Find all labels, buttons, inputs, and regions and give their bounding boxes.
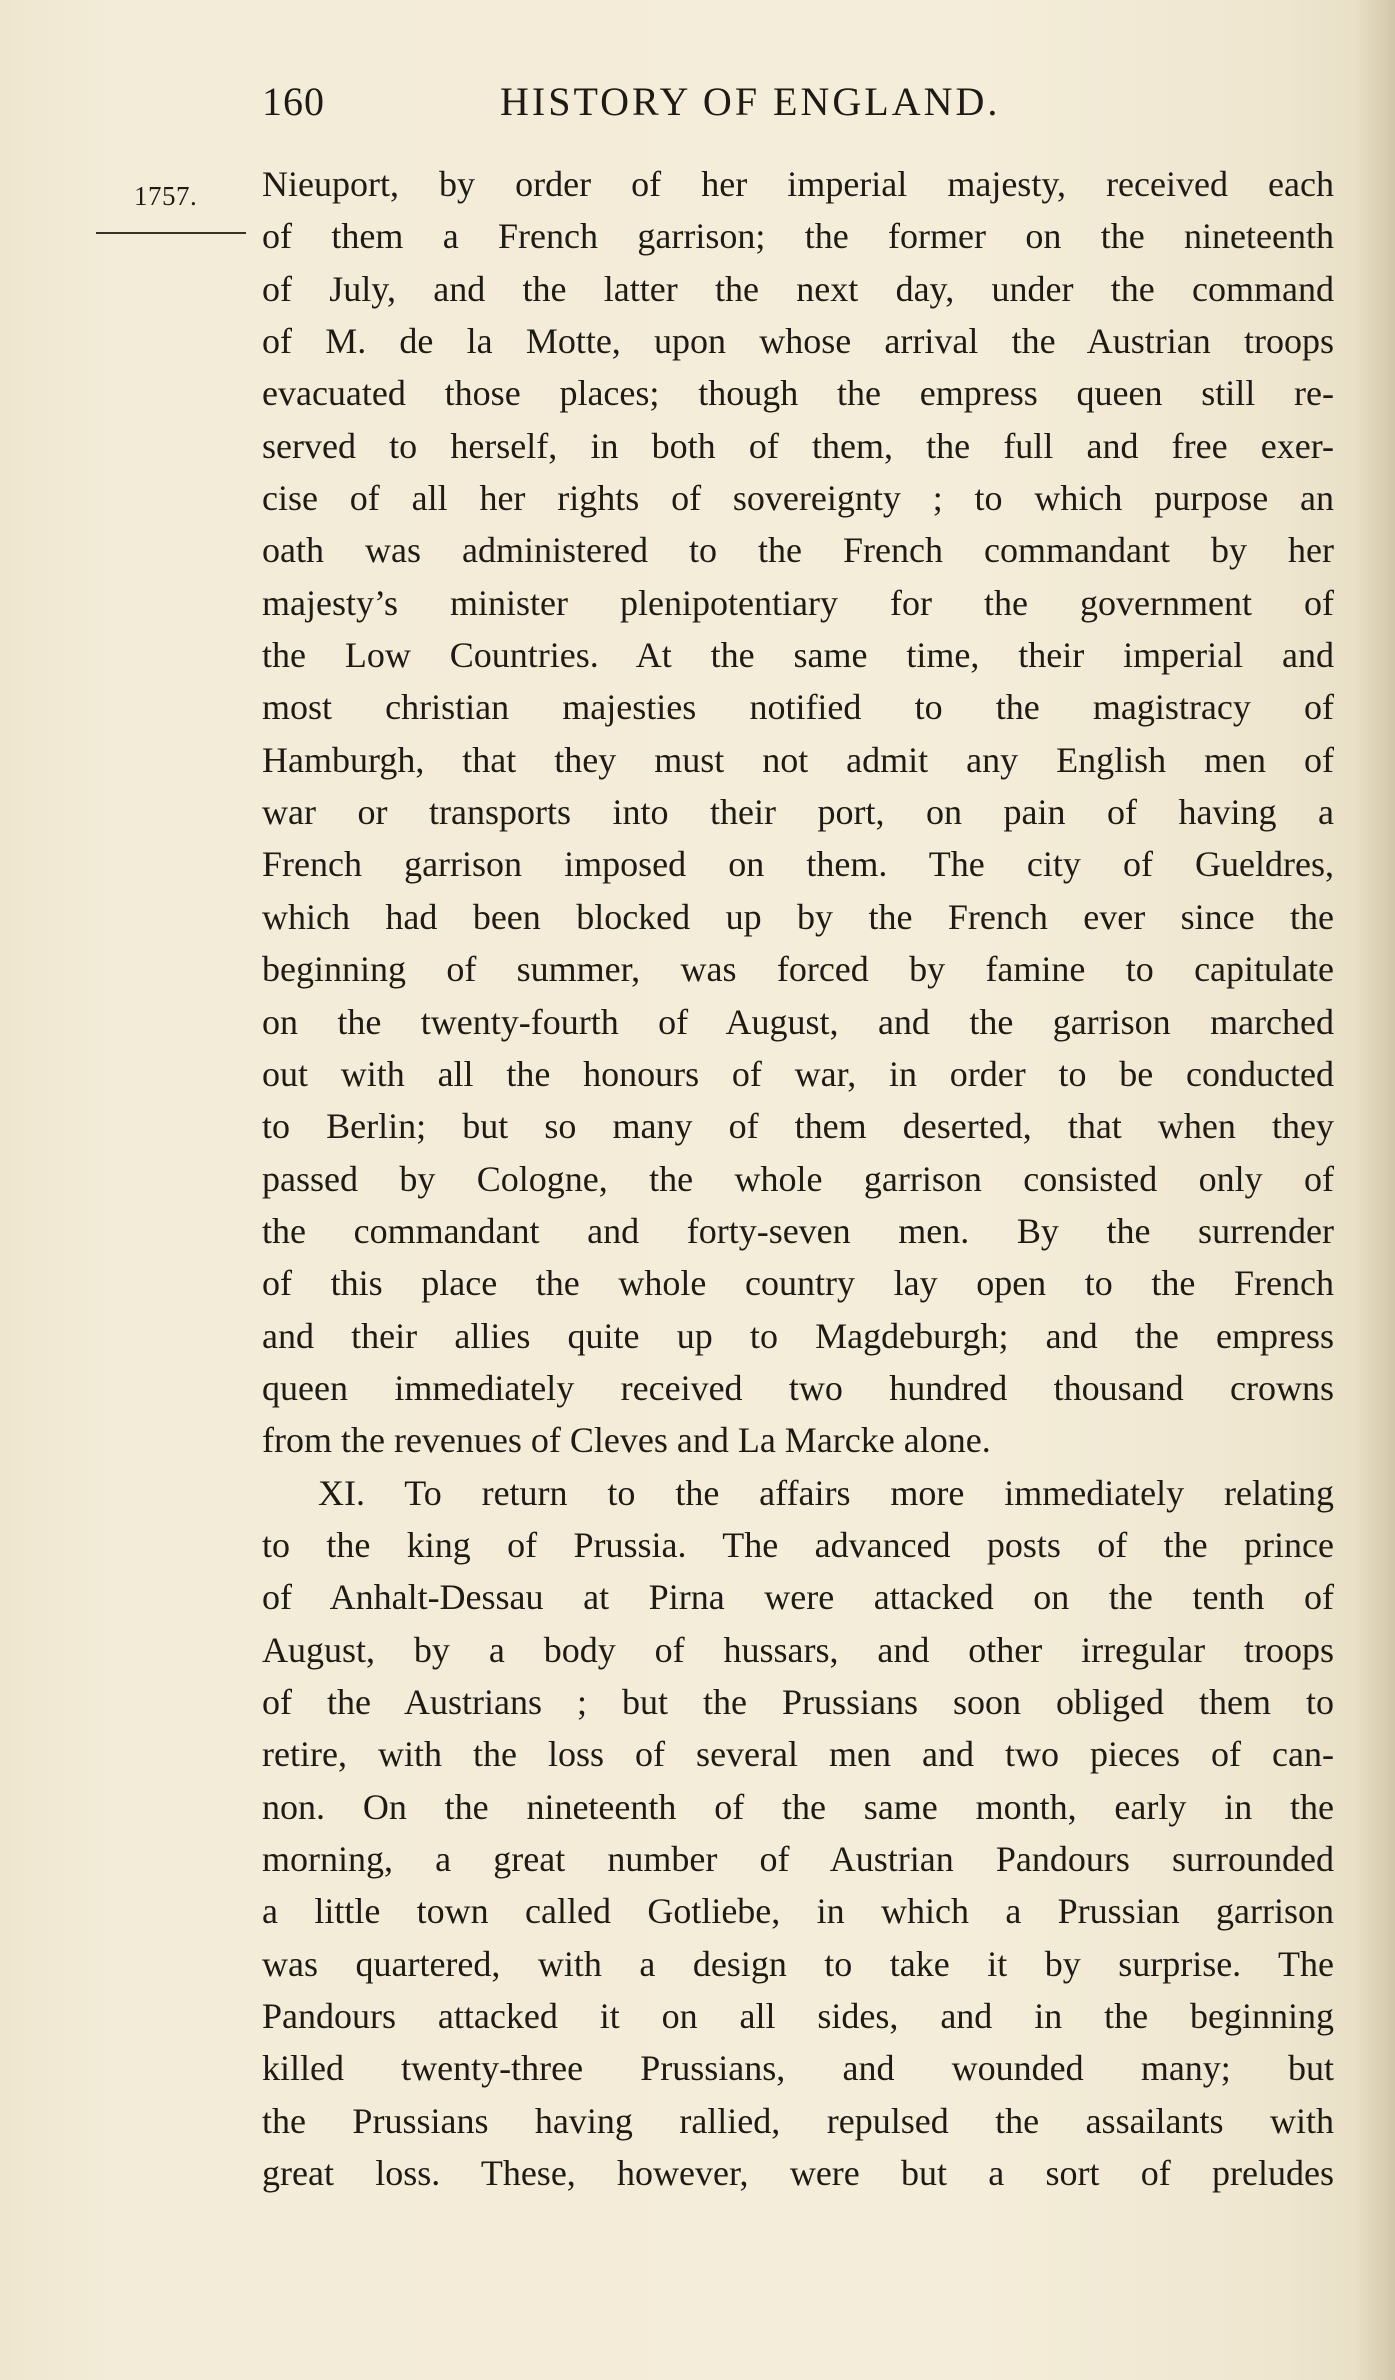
text-line: XI. To return to the affairs more immediately relating <box>318 1472 1334 1513</box>
text-line: of M. de la Motte, upon whose arrival the Austrian troops <box>262 321 1334 362</box>
text-line: Hamburgh, that they must not admit any English men of <box>262 739 1334 780</box>
text-line: out with all the honours of war, in order to be conducted <box>262 1053 1334 1094</box>
text-line: to Berlin; but so many of them deserted, that when they <box>262 1106 1334 1147</box>
text-line: the commandant and forty-seven men. By the surrender <box>262 1210 1334 1251</box>
text-line: evacuated those places; though the empress queen still re- <box>262 373 1334 414</box>
page-title: HISTORY OF ENGLAND. <box>500 79 1001 124</box>
text-line: non. On the nineteenth of the same month, early in the <box>262 1786 1334 1827</box>
text-line: which had been blocked up by the French ever since the <box>262 896 1334 937</box>
text-line: of Anhalt-Dessau at Pirna were attacked on the tenth of <box>262 1577 1334 1618</box>
text-line: queen immediately received two hundred thousand crowns <box>262 1367 1334 1408</box>
text-line: was quartered, with a design to take it by surprise. The <box>262 1943 1334 1984</box>
text-line: cise of all her rights of sovereignty ; to which purpose an <box>262 478 1334 519</box>
text-line: a little town called Gotliebe, in which a Prussian garrison <box>262 1891 1334 1932</box>
text-line: on the twenty-fourth of August, and the garrison marched <box>262 1001 1334 1042</box>
text-line: French garrison imposed on them. The city of Gueldres, <box>262 844 1334 885</box>
text-line: killed twenty-three Prussians, and wounded many; but <box>262 2048 1334 2089</box>
text-line: beginning of summer, was forced by famine to capitulate <box>262 949 1334 990</box>
text-line: Nieuport, by order of her imperial majesty, received each <box>262 164 1334 204</box>
page-number: 160 <box>262 79 325 124</box>
text-line: of this place the whole country lay open to the French <box>262 1263 1334 1304</box>
text-line: to the king of Prussia. The advanced posts of the prince <box>262 1524 1334 1565</box>
running-head <box>262 78 1102 138</box>
text-line: passed by Cologne, the whole garrison consisted only of <box>262 1158 1334 1199</box>
text-line: of them a French garrison; the former on the nineteenth <box>262 216 1334 257</box>
text-line: oath was administered to the French commandant by her <box>262 530 1334 571</box>
text-line: war or transports into their port, on pain of having a <box>262 792 1334 833</box>
page-edge-shadow <box>1355 0 1395 2380</box>
text-line: and their allies quite up to Magdeburgh; and the empress <box>262 1315 1334 1356</box>
text-line: Pandours attacked it on all sides, and in the beginning <box>262 1996 1334 2037</box>
text-line: August, by a body of hussars, and other irregular troops <box>262 1629 1334 1670</box>
text-line: from the revenues of Cleves and La Marcke alone. <box>262 1420 991 1461</box>
margin-rule <box>96 232 246 234</box>
margin-year: 1757. <box>134 181 198 211</box>
body-text <box>262 158 1334 2199</box>
text-line: of July, and the latter the next day, under the command <box>262 268 1334 309</box>
text-line: the Low Countries. At the same time, their imperial and <box>262 635 1334 676</box>
text-line: great loss. These, however, were but a sort of preludes <box>262 2153 1334 2194</box>
text-line: retire, with the loss of several men and two pieces of can- <box>262 1734 1334 1775</box>
text-line: of the Austrians ; but the Prussians soon obliged them to <box>262 1681 1334 1722</box>
text-line: majesty’s minister plenipotentiary for the government of <box>262 582 1334 623</box>
text-line: morning, a great number of Austrian Pandours surrounded <box>262 1839 1334 1879</box>
text-line: most christian majesties notified to the magistracy of <box>262 687 1334 728</box>
text-line: the Prussians having rallied, repulsed the assailants with <box>262 2100 1334 2141</box>
text-line: served to herself, in both of them, the full and free exer- <box>262 425 1334 466</box>
